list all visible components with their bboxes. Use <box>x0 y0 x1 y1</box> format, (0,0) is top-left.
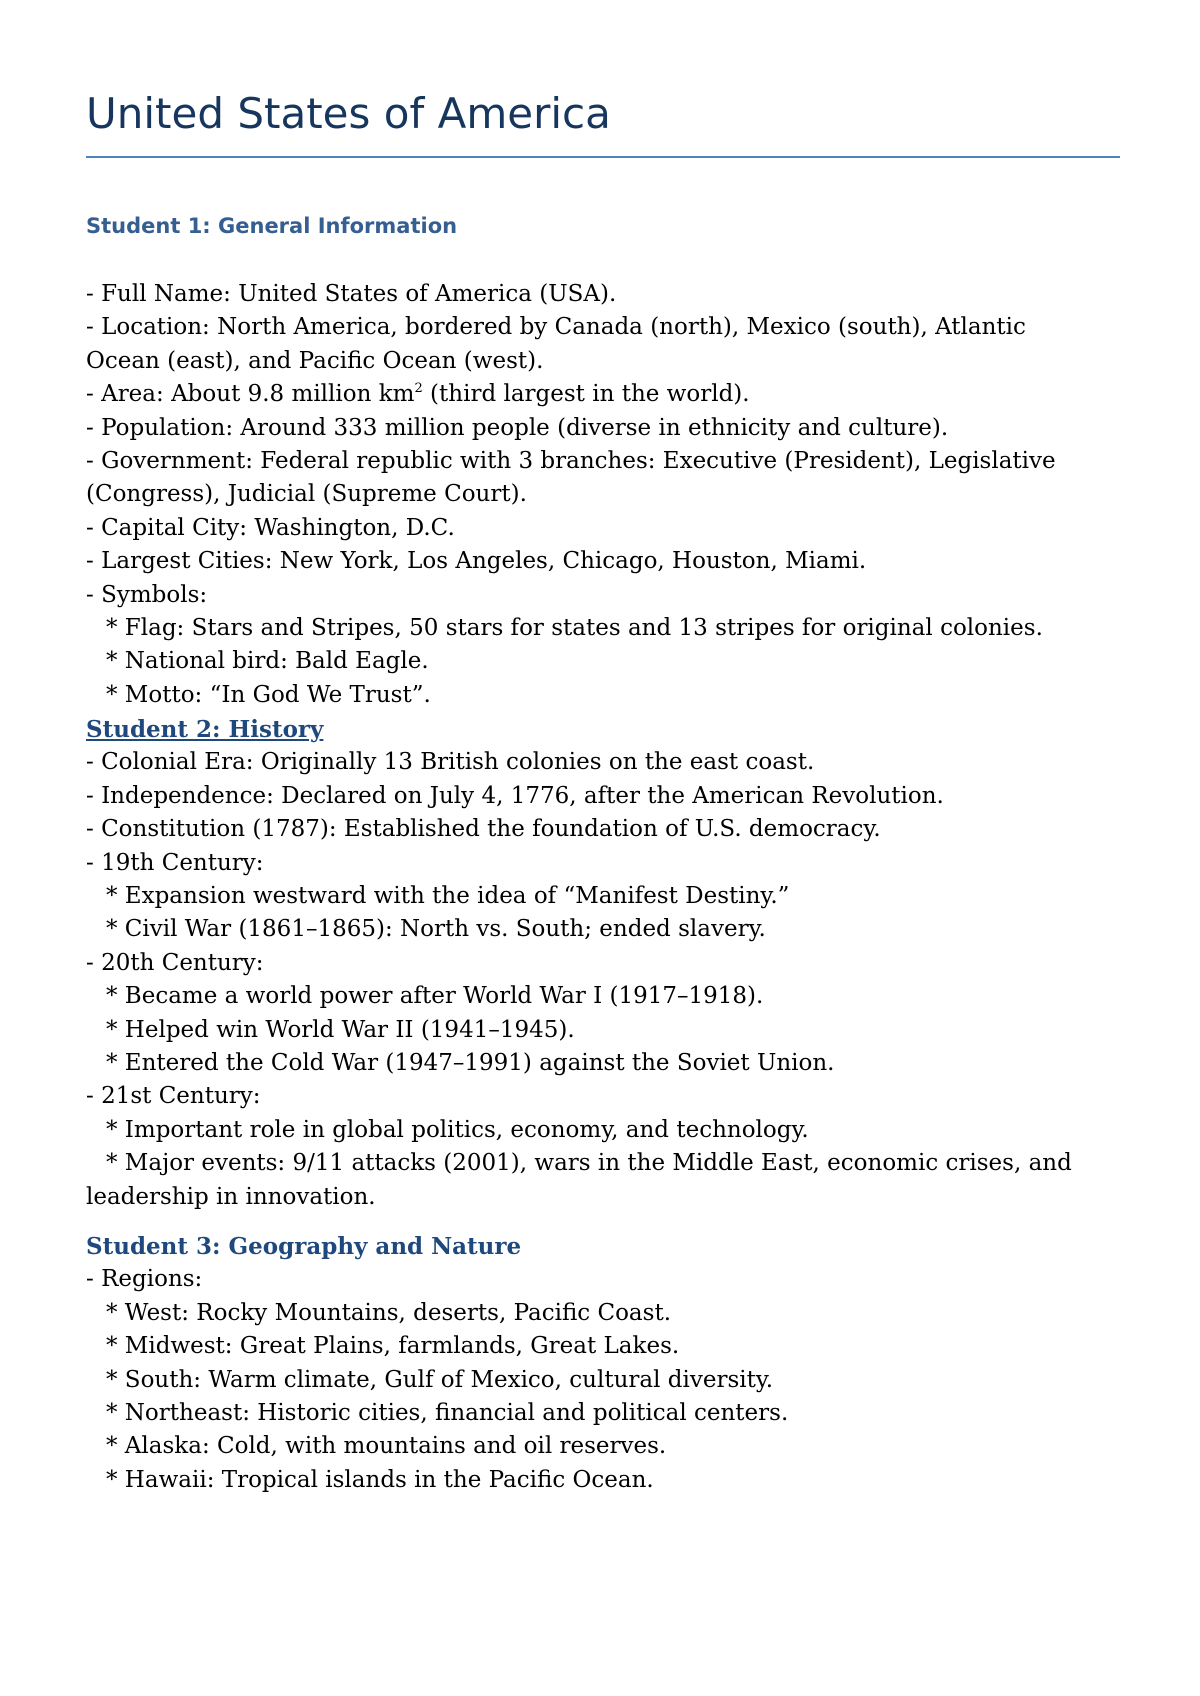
title-underline-rule <box>86 156 1120 158</box>
student2-21st-century: - 21st Century: <box>86 1083 261 1110</box>
student3-west: * West: Rocky Mountains, deserts, Pacific Coast. <box>106 1299 672 1326</box>
document-title: United States of America <box>86 89 611 138</box>
area-note: (third largest in the world). <box>422 381 750 408</box>
student2-global-role: * Important role in global politics, economy, and technology. <box>106 1116 809 1143</box>
student3-northeast: * Northeast: Historic cities, financial and political centers. <box>106 1400 789 1427</box>
student2-constitution: - Constitution (1787): Established the foundation of U.S. democracy. <box>86 816 881 843</box>
student3-midwest: * Midwest: Great Plains, farmlands, Great Lakes. <box>106 1333 680 1360</box>
student2-section <box>86 713 1120 1214</box>
student2-colonial-era: - Colonial Era: Originally 13 British colonies on the east coast. <box>86 749 815 776</box>
student1-full-name: - Full Name: United States of America (USA). <box>86 281 617 307</box>
student1-section <box>86 278 1120 712</box>
student1-area <box>86 378 1120 411</box>
student1-largest-cities: - Largest Cities: New York, Los Angeles, Chicago, Houston, Miami. <box>86 548 867 575</box>
student3-heading: Student 3: Geography and Nature <box>86 1233 522 1260</box>
student2-civil-war: * Civil War (1861–1865): North vs. South; ended slavery. <box>106 916 766 943</box>
area-text: - Area: About 9.8 million km <box>86 381 415 408</box>
student2-independence: - Independence: Declared on July 4, 1776, after the American Revolution. <box>86 782 944 809</box>
student1-location-cont: Ocean (east), and Pacific Ocean (west). <box>86 347 544 374</box>
student2-19th-century: - 19th Century: <box>86 849 264 876</box>
student2-20th-century: - 20th Century: <box>86 949 264 976</box>
student2-heading: Student 2: History <box>86 716 324 743</box>
student1-government: - Government: Federal republic with 3 branches: Executive (President), Legislative <box>86 448 1056 475</box>
student1-heading: Student 1: General Information <box>86 214 458 238</box>
student1-flag: * Flag: Stars and Stripes, 50 stars for states and 13 stripes for original colonies. <box>106 615 1043 642</box>
student1-symbols: - Symbols: <box>86 581 208 608</box>
student2-expansion: * Expansion westward with the idea of “Manifest Destiny.” <box>106 883 790 910</box>
student1-capital: - Capital City: Washington, D.C. <box>86 514 455 541</box>
student3-section <box>86 1230 1120 1497</box>
student1-motto: * Motto: “In God We Trust”. <box>106 681 431 708</box>
student3-alaska: * Alaska: Cold, with mountains and oil reserves. <box>106 1433 667 1460</box>
student2-major-events-cont: leadership in innovation. <box>86 1183 376 1210</box>
student1-government-cont: (Congress), Judicial (Supreme Court). <box>86 481 527 508</box>
area-superscript: 2 <box>414 381 423 397</box>
student2-cold-war: * Entered the Cold War (1947–1991) against the Soviet Union. <box>106 1050 835 1077</box>
student1-population: - Population: Around 333 million people (diverse in ethnicity and culture). <box>86 414 949 441</box>
student2-major-events: * Major events: 9/11 attacks (2001), wars in the Middle East, economic crises, and <box>106 1150 1072 1177</box>
student3-regions: - Regions: <box>86 1266 203 1293</box>
student1-location: - Location: North America, bordered by Canada (north), Mexico (south), Atlantic <box>86 314 1026 341</box>
student2-world-power: * Became a world power after World War I (1917–1918). <box>106 983 764 1010</box>
student2-ww2: * Helped win World War II (1941–1945). <box>106 1016 575 1043</box>
student3-hawaii: * Hawaii: Tropical islands in the Pacific Ocean. <box>106 1466 654 1493</box>
student3-south: * South: Warm climate, Gulf of Mexico, cultural diversity. <box>106 1366 774 1393</box>
student1-national-bird: * National bird: Bald Eagle. <box>106 648 429 675</box>
